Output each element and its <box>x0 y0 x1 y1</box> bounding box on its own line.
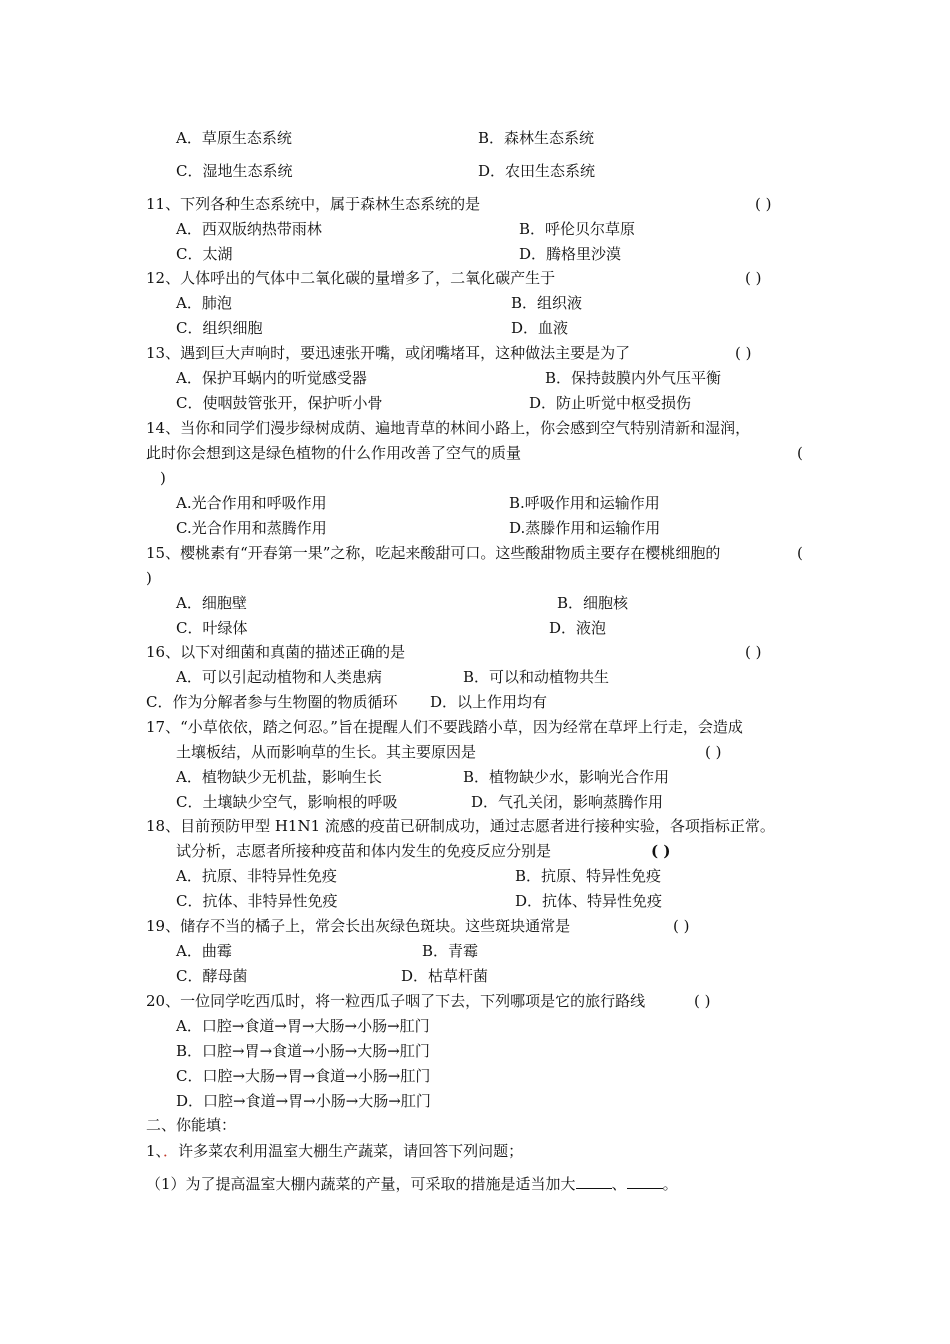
q17-answer-paren: ( ) <box>705 743 722 761</box>
q15-option-b: B．细胞核 <box>557 594 629 612</box>
section-2-title: 二、你能填： <box>146 1116 237 1134</box>
q17-stem-line2: 土壤板结，从而影响草的生长。其主要原因是 <box>176 743 477 761</box>
q18-option-a: A．抗原、非特异性免疫 <box>176 867 337 885</box>
q13-option-c: C．使咽鼓管张开，保护听小骨 <box>176 394 383 412</box>
q19-option-b: B．青霉 <box>422 942 479 960</box>
q14-stem-line1: 14、当你和同学们漫步绿树成荫、遍地青草的林间小路上，你会感到空气特别清新和湿润， <box>146 419 751 437</box>
q11-option-d: D．腾格里沙漠 <box>519 245 622 263</box>
q12-option-d: D．血液 <box>511 319 569 337</box>
q17-option-d: D．气孔关闭，影响蒸腾作用 <box>471 793 664 811</box>
q15-paren-open: ( <box>797 544 803 562</box>
q19-option-a: A．曲霉 <box>176 942 232 960</box>
q16-option-b: B．可以和动植物共生 <box>463 668 610 686</box>
q16-option-a: A．可以引起动植物和人类患病 <box>176 668 382 686</box>
q15-stem: 15、樱桃素有“开春第一果”之称，吃起来酸甜可口。这些酸甜物质主要存在樱桃细胞的 <box>146 544 721 562</box>
q18-stem-line1: 18、目前预防甲型 H1N1 流感的疫苗已研制成功，通过志愿者进行接种实验，各项指标正常。 <box>146 817 775 835</box>
q11-option-c: C．太湖 <box>176 245 233 263</box>
fill-q1-text: 许多菜农利用温室大棚生产蔬菜，请回答下列问题； <box>178 1142 524 1160</box>
fill-blank-2[interactable] <box>627 1174 663 1189</box>
fill-q1-part1-sep: 、 <box>611 1175 627 1193</box>
q19-option-c: C．酵母菌 <box>176 967 248 985</box>
q13-answer-paren: ( ) <box>735 344 752 362</box>
q10-option-c: C．湿地生态系统 <box>176 162 293 180</box>
q12-option-a: A．肺泡 <box>176 294 232 312</box>
q18-option-d: D．抗体、特异性免疫 <box>515 892 663 910</box>
q12-stem: 12、人体呼出的气体中二氧化碳的量增多了，二氧化碳产生于 <box>146 269 556 287</box>
fill-blank-1[interactable] <box>576 1174 612 1189</box>
fill-q1-stem <box>146 1141 523 1161</box>
fill-q1-part1 <box>146 1174 678 1194</box>
q14-option-d: D.蒸滕作用和运输作用 <box>509 519 661 537</box>
fill-q1-dot: ． <box>163 1142 179 1160</box>
q11-option-b: B．呼伦贝尔草原 <box>519 220 636 238</box>
q14-option-a: A.光合作用和呼吸作用 <box>176 494 327 512</box>
q12-answer-paren: ( ) <box>745 269 762 287</box>
q14-paren-close: ) <box>160 469 166 487</box>
q11-answer-paren: ( ) <box>755 195 772 213</box>
fill-q1-part1-end: 。 <box>662 1175 678 1193</box>
q11-option-a: A．西双版纳热带雨林 <box>176 220 322 238</box>
q16-option-d: D．以上作用均有 <box>430 693 548 711</box>
q16-stem: 16、以下对细菌和真菌的描述正确的是 <box>146 643 406 661</box>
q20-option-a: A．口腔→食道→胃→大肠→小肠→肛门 <box>176 1017 430 1035</box>
q13-option-a: A．保护耳蜗内的听觉感受器 <box>176 369 367 387</box>
q19-option-d: D．枯草杆菌 <box>401 967 489 985</box>
q17-option-b: B．植物缺少水，影响光合作用 <box>463 768 670 786</box>
q10-option-a: A．草原生态系统 <box>176 129 292 147</box>
q13-option-d: D．防止听觉中枢受损伤 <box>529 394 692 412</box>
q18-stem-line2: 试分析，志愿者所接种疫苗和体内发生的免疫反应分别是 <box>176 842 552 860</box>
q17-stem-line1: 17、“小草依依，踏之何忍。”旨在提醒人们不要践踏小草，因为经常在草坪上行走，会造成 <box>146 718 743 736</box>
q10-option-b: B．森林生态系统 <box>478 129 595 147</box>
fill-q1-part1-text: （1）为了提高温室大棚内蔬菜的产量，可采取的措施是适当加大 <box>146 1175 576 1193</box>
q15-option-c: C．叶绿体 <box>176 619 248 637</box>
q14-option-b: B.呼吸作用和运输作用 <box>509 494 660 512</box>
q19-stem: 19、储存不当的橘子上，常会长出灰绿色斑块。这些斑块通常是 <box>146 917 571 935</box>
q15-option-d: D．液泡 <box>549 619 607 637</box>
q16-option-c: C．作为分解者参与生物圈的物质循环 <box>146 693 398 711</box>
q20-option-c: C．口腔→大肠→胃→食道→小肠→肛门 <box>176 1067 431 1085</box>
q12-option-c: C．组织细胞 <box>176 319 263 337</box>
fill-q1-number: 1、 <box>146 1142 164 1160</box>
q20-answer-paren: ( ) <box>694 992 711 1010</box>
q15-paren-close: ) <box>146 569 152 587</box>
q14-paren-open: ( <box>797 444 803 462</box>
q13-stem: 13、遇到巨大声响时，要迅速张开嘴，或闭嘴堵耳，这种做法主要是为了 <box>146 344 631 362</box>
q19-answer-paren: ( ) <box>673 917 690 935</box>
q14-stem-line2: 此时你会想到这是绿色植物的什么作用改善了空气的质量 <box>146 444 522 462</box>
q13-option-b: B．保持鼓膜内外气压平衡 <box>545 369 722 387</box>
q20-option-b: B．口腔→胃→食道→小肠→大肠→肛门 <box>176 1042 430 1060</box>
q11-stem: 11、下列各种生态系统中，属于森林生态系统的是 <box>146 195 481 213</box>
q17-option-c: C．土壤缺少空气，影响根的呼吸 <box>176 793 398 811</box>
q18-answer-paren: ( ) <box>651 842 671 860</box>
q20-option-d: D．口腔→食道→胃→小肠→大肠→肛门 <box>176 1092 431 1110</box>
q20-stem: 20、一位同学吃西瓜时，将一粒西瓜子咽了下去，下列哪项是它的旅行路线 <box>146 992 646 1010</box>
q12-option-b: B．组织液 <box>511 294 583 312</box>
q18-option-c: C．抗体、非特异性免疫 <box>176 892 338 910</box>
q15-option-a: A．细胞壁 <box>176 594 247 612</box>
q18-option-b: B．抗原、特异性免疫 <box>515 867 662 885</box>
q10-option-d: D．农田生态系统 <box>478 162 596 180</box>
q16-answer-paren: ( ) <box>745 643 762 661</box>
q14-option-c: C.光合作用和蒸腾作用 <box>176 519 327 537</box>
q17-option-a: A．植物缺少无机盐，影响生长 <box>176 768 382 786</box>
